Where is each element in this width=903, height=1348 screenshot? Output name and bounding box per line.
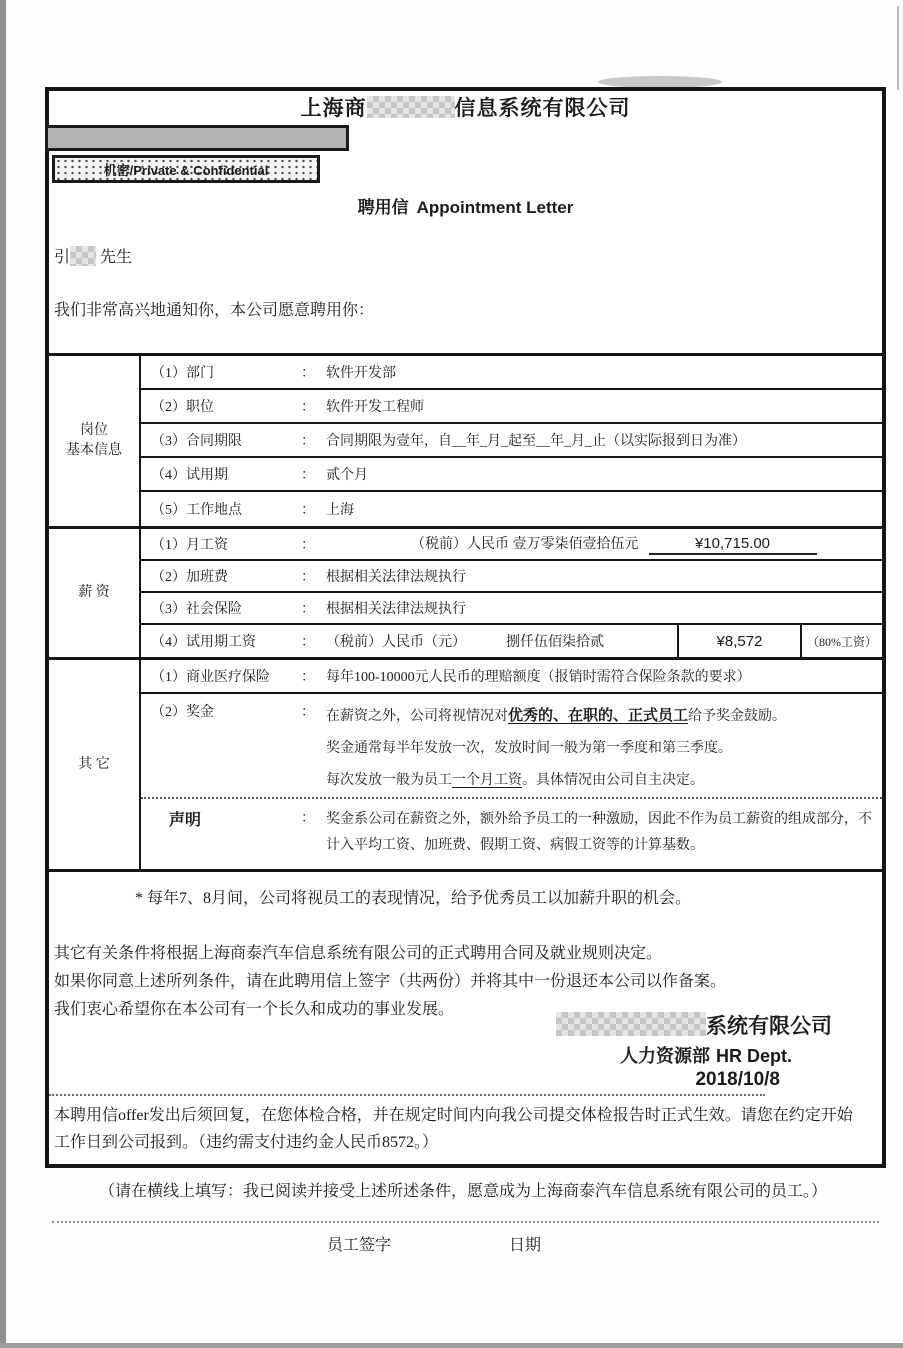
document-frame: [45, 87, 886, 1254]
row-num: （3）: [151, 602, 186, 617]
bonus-line1-post: 给予奖金鼓励。: [688, 709, 787, 724]
bonus-line3-post: 。具体情况由公司自主决定。: [522, 773, 704, 788]
row-social-insurance-label: [141, 598, 301, 618]
bonus-detail-lines: [326, 701, 882, 797]
colon: ：: [301, 434, 315, 449]
row-title-value: 软件开发工程师: [326, 400, 424, 415]
monthly-salary-amount: ¥10,715.00: [649, 535, 817, 555]
row-label: 月工资: [186, 538, 228, 553]
employee-signature-label: 员工签字: [327, 1237, 392, 1254]
letter-title-en: Appointment Letter: [416, 198, 574, 217]
bonus-line-2: 奖金通常每半年发放一次，发放时间一般为第一季度和第三季度。: [326, 741, 732, 756]
row-medical-insurance-value: 每年100-10000元人民币的理赔额度（报销时需符合保险条款的要求）: [326, 670, 751, 685]
confidential-badge-label: 机密/Private & Confidential: [103, 162, 269, 178]
probation-salary-amount-cell: ¥8,572: [677, 625, 800, 657]
handwriting-line: [52, 1221, 879, 1223]
row-social-insurance-value: 根据相关法律法规执行: [326, 602, 466, 617]
row-social-insurance: [141, 593, 882, 625]
row-num: （2）: [151, 400, 186, 415]
row-contract-term: [141, 424, 882, 458]
row-bonus: [141, 694, 882, 797]
row-label: 试用期: [186, 468, 228, 483]
bonus-line-1: [326, 701, 876, 732]
redaction-blur-company: [367, 96, 455, 118]
colon: ：: [301, 811, 315, 826]
section-salary-rows: [141, 529, 882, 657]
row-label: 商业医疗保险: [186, 670, 270, 685]
bonus-line3-pre: 每次发放一般为员工: [326, 773, 452, 788]
closing-paragraph-3: 我们衷心希望你在本公司有一个长久和成功的事业发展。: [54, 1001, 455, 1018]
row-num: （1）: [151, 366, 186, 381]
company-header-prefix: 上海商: [300, 96, 367, 120]
salutation-suffix: 先生: [100, 249, 133, 266]
offer-terms-table: [49, 353, 882, 872]
row-num: （5）: [151, 503, 186, 518]
probation-salary-words: 捌仟伍佰柒拾贰: [506, 635, 604, 650]
section-other: [49, 660, 882, 869]
company-header: [49, 92, 882, 122]
row-label: 职位: [186, 400, 214, 415]
row-probation-salary: [141, 625, 882, 657]
section-salary: [49, 529, 882, 660]
letter-title-cn: 聘用信: [357, 198, 409, 217]
row-num: （1）: [151, 538, 186, 553]
section-header-other: [49, 660, 141, 869]
row-probation-period: [141, 458, 882, 492]
colon: ：: [301, 538, 315, 553]
row-overtime-label: [141, 566, 301, 586]
probation-salary-currency: （税前）人民币（元）: [326, 635, 466, 650]
row-num: （2）: [151, 705, 186, 720]
row-monthly-salary-label: [141, 534, 301, 554]
section-other-rows: [141, 660, 882, 869]
fill-instruction: （请在横线上填写：我已阅读并接受上述所述条件，愿意成为上海商泰汽车信息系统有限公司的员工。）: [99, 1183, 828, 1200]
row-department-value: 软件开发部: [326, 366, 396, 381]
row-label: 合同期限: [186, 434, 242, 449]
colon: ：: [301, 468, 315, 483]
row-title-label: [141, 396, 301, 416]
scan-edge-bottom: [0, 1343, 903, 1348]
row-num: （1）: [151, 670, 186, 685]
colon: ：: [301, 400, 315, 415]
bonus-line-3: [326, 765, 876, 796]
probation-salary-desc-cell: [141, 625, 677, 657]
colon: ：: [301, 366, 315, 381]
bonus-line1-emphasis: 优秀的、在职的、正式员工: [508, 708, 689, 724]
closing-paragraph-1: 其它有关条件将根据上海商泰汽车信息系统有限公司的正式聘用合同及就业规则决定。: [54, 945, 663, 962]
row-probation-period-label: [141, 464, 301, 484]
signature-company-suffix: 系统有限公司: [706, 1014, 832, 1038]
annual-review-note: * 每年7、8月间，公司将视员工的表现情况，给予优秀员工以加薪升职的机会。: [135, 890, 692, 907]
intro-line: 我们非常高兴地通知你，本公司愿意聘用你：: [54, 302, 375, 319]
confidential-badge: [52, 155, 320, 183]
colon: ：: [301, 602, 315, 617]
row-num: （3）: [151, 434, 186, 449]
row-probation-salary-label: [141, 631, 301, 651]
section-header-salary: [49, 529, 141, 657]
bonus-line3-underlined: 一个月工资: [452, 773, 522, 788]
signature-labels-row: [49, 1232, 882, 1255]
row-label: 工作地点: [186, 503, 242, 518]
row-medical-insurance: [141, 660, 882, 694]
colon: ：: [301, 503, 315, 518]
probation-salary-note-cell: （80%工资）: [800, 625, 882, 657]
row-overtime: [141, 561, 882, 593]
redaction-blur-name: [70, 246, 96, 266]
signature-dept-en: HR Dept.: [716, 1046, 792, 1066]
dotted-separator: [49, 1094, 765, 1096]
row-monthly-salary-value: [326, 533, 882, 555]
salutation-line: [54, 244, 882, 267]
colon: ：: [301, 670, 315, 685]
row-bonus-label: [141, 701, 301, 721]
signature-date: 2018/10/8: [695, 1069, 780, 1090]
scan-artifact-line: [897, 6, 899, 90]
offer-reply-notice: 本聘用信offer发出后须回复，在您体检合格，并在规定时间内向我公司提交体检报告时正式生效。请您在约定开始工作日到公司报到。（违约需支付违约金人民币8572。）: [54, 1107, 853, 1151]
company-header-suffix: 信息系统有限公司: [454, 96, 631, 120]
statement-label: 声明: [169, 812, 202, 829]
date-label: 日期: [509, 1237, 542, 1254]
colon: ：: [301, 635, 315, 650]
salutation-prefix: 引: [54, 249, 71, 266]
row-num: （4）: [151, 468, 186, 483]
redaction-blur-signature: [556, 1012, 706, 1036]
row-work-location: [141, 492, 882, 526]
row-label: 奖金: [186, 705, 214, 720]
statement-text: 奖金系公司在薪资之外，额外给予员工的一种激励，因此不作为员工薪资的组成部分，不计入平均工资、加班费、假期工资、病假工资等的计算基数。: [326, 812, 872, 853]
row-work-location-value: 上海: [326, 503, 354, 518]
section-header-position: [49, 356, 141, 526]
section-header-salary-label: 薪 资: [78, 585, 110, 600]
section-position: [49, 356, 882, 529]
row-title: [141, 390, 882, 424]
row-num: （4）: [151, 635, 186, 650]
row-department: [141, 356, 882, 390]
section-position-rows: [141, 356, 882, 526]
row-label: 部门: [186, 366, 214, 381]
row-label: 社会保险: [186, 602, 242, 617]
row-department-label: [141, 362, 301, 382]
colon: ：: [301, 570, 315, 585]
row-monthly-salary: [141, 529, 882, 561]
row-statement: [141, 797, 882, 869]
section-header-other-label: 其 它: [78, 756, 110, 772]
row-label: 试用期工资: [186, 635, 256, 650]
signature-dept-cn: 人力资源部: [620, 1046, 710, 1066]
letter-title: [49, 193, 882, 218]
row-num: （2）: [151, 570, 186, 585]
row-label: 加班费: [186, 570, 228, 585]
signature-department-line: [49, 1042, 832, 1068]
monthly-salary-words: （税前）人民币 壹万零柒佰壹拾伍元: [411, 537, 639, 552]
row-medical-insurance-label: [141, 666, 301, 686]
closing-paragraph-2: 如果你同意上述所列条件，请在此聘用信上签字（共两份）并将其中一份退还本公司以作备案。: [54, 973, 727, 990]
gray-highlight-bar: [45, 125, 349, 151]
colon: ：: [301, 705, 315, 720]
row-probation-period-value: 贰个月: [326, 468, 368, 483]
bonus-line1-pre: 在薪资之外，公司将视情况对: [326, 709, 508, 724]
row-contract-term-label: [141, 430, 301, 450]
row-contract-term-value: 合同期限为壹年，自__年_月_起至__年_月_止（以实际报到日为准）: [326, 434, 746, 449]
section-header-position-line1: 岗位: [80, 423, 108, 438]
row-work-location-label: [141, 499, 301, 519]
scan-edge-left: [0, 0, 6, 1348]
section-header-position-line2: 基本信息: [66, 443, 122, 458]
row-overtime-value: 根据相关法律法规执行: [326, 570, 466, 585]
